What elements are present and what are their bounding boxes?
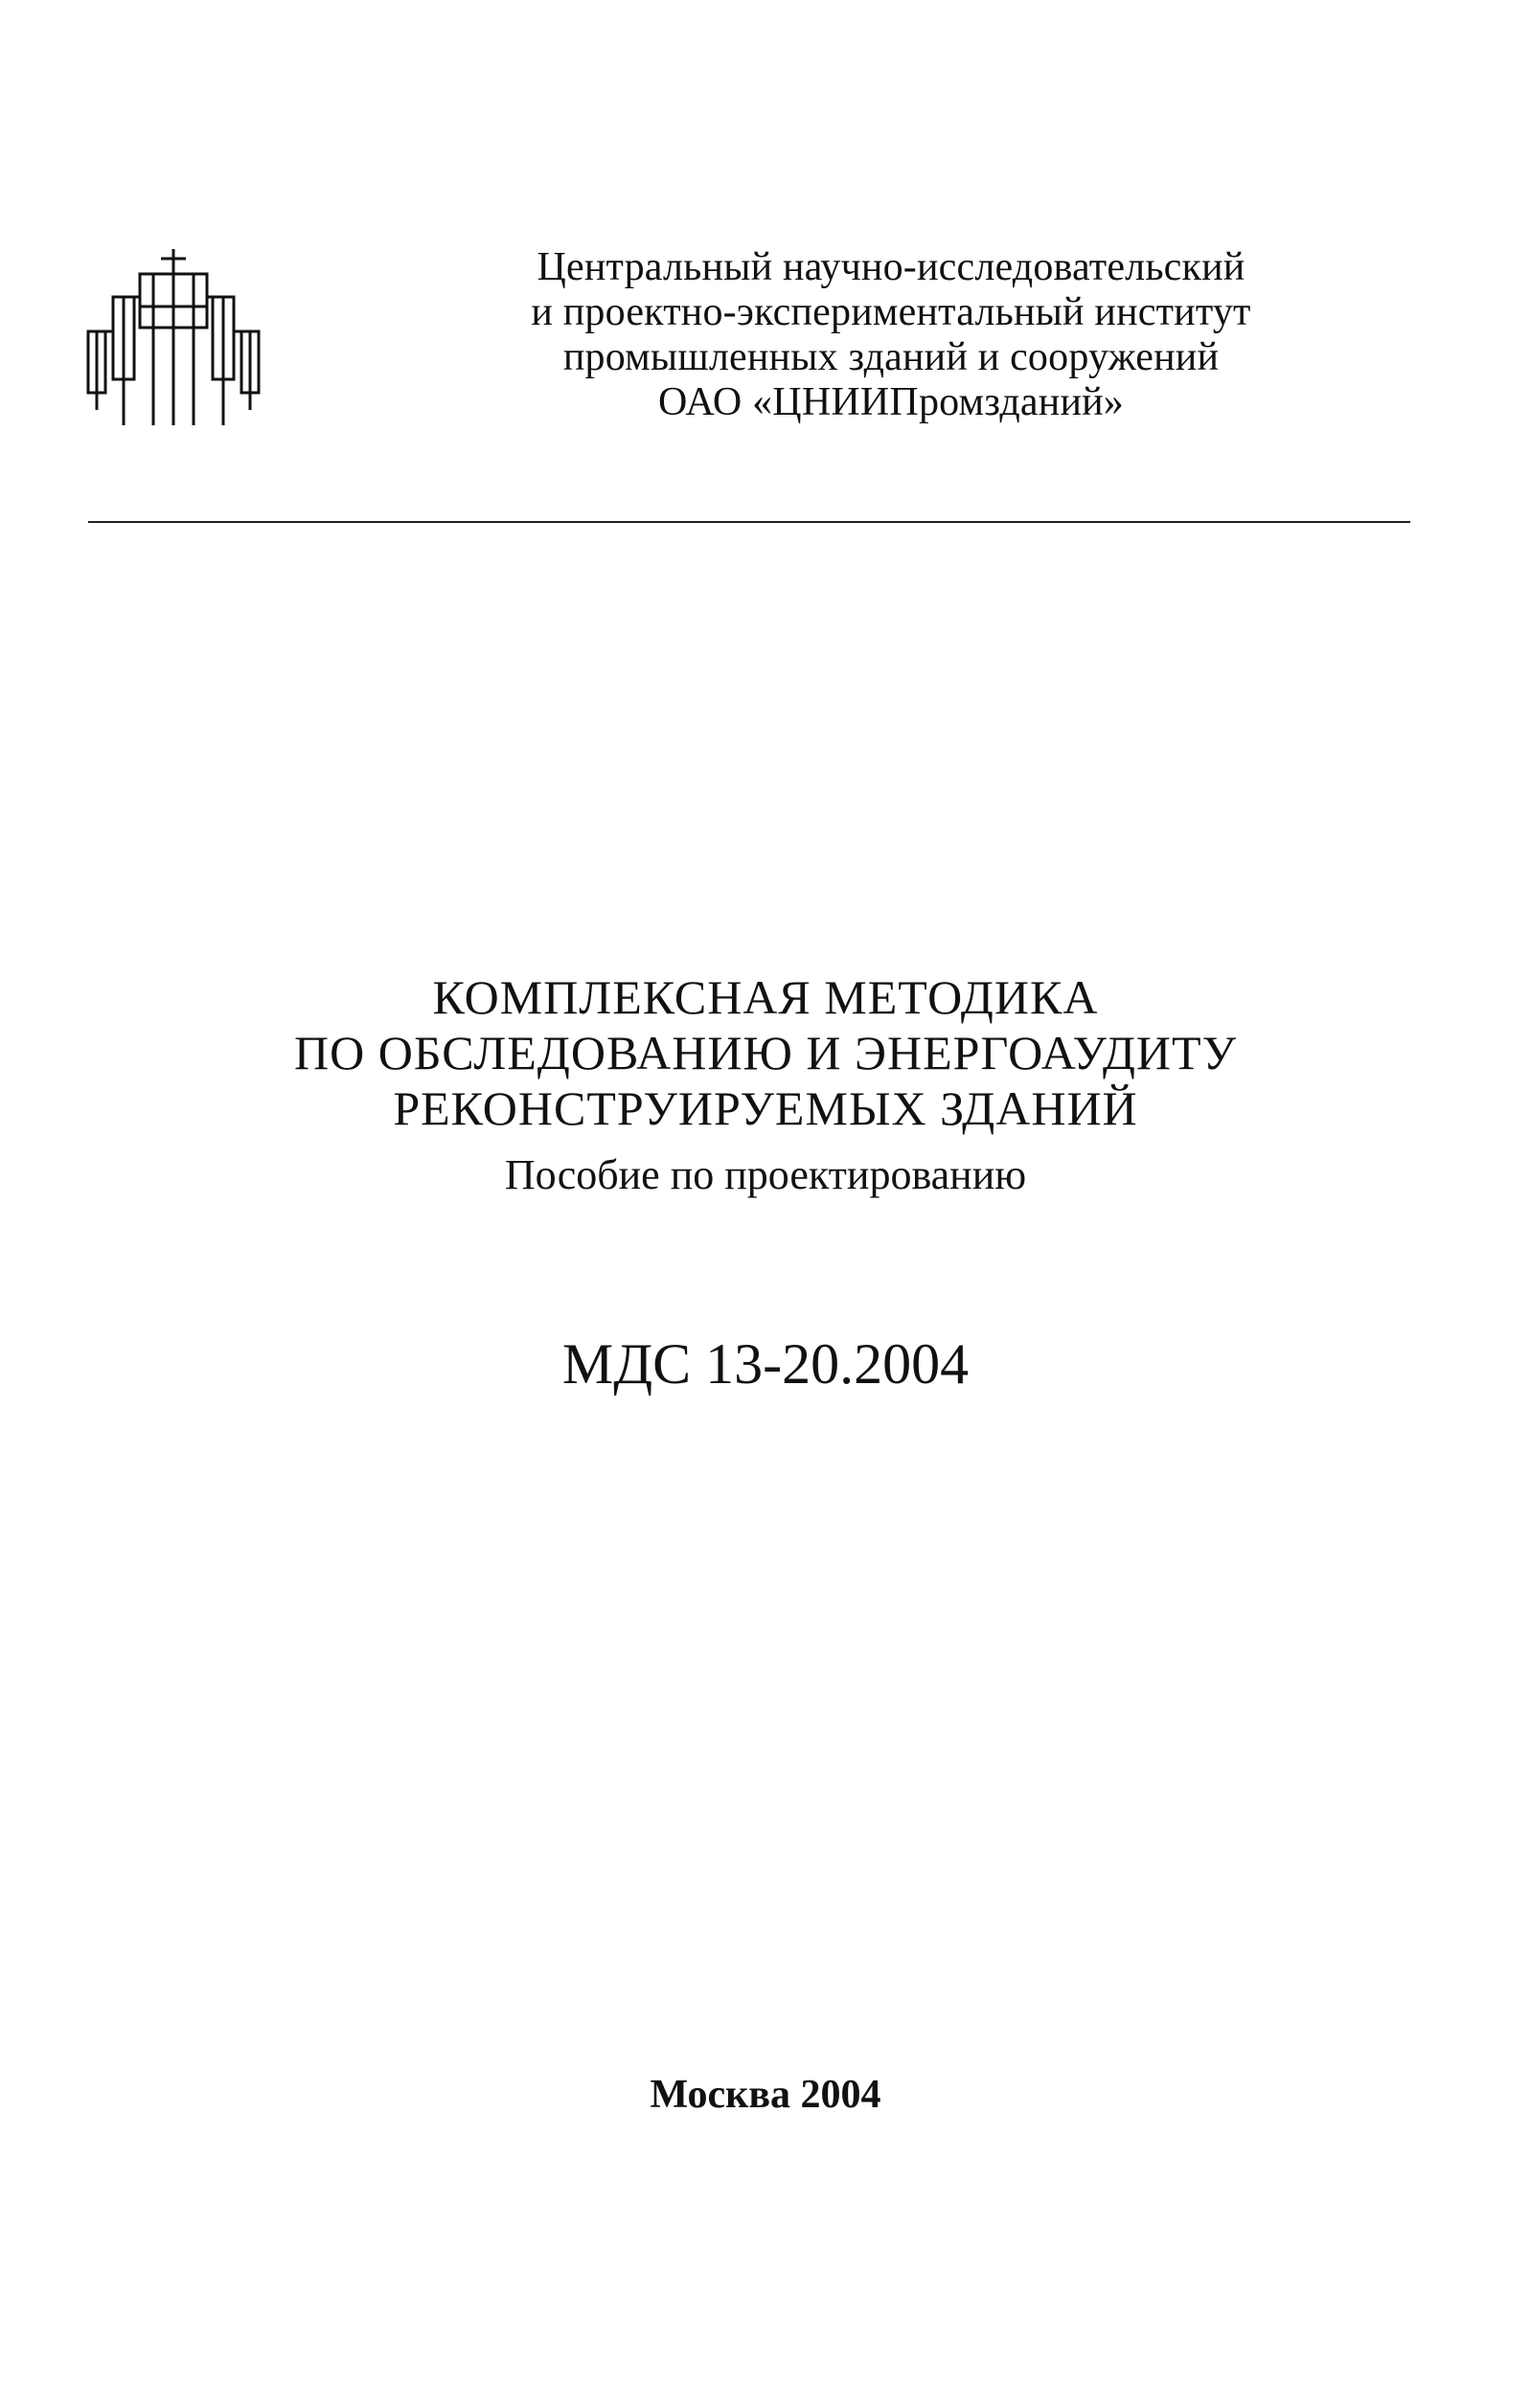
document-title-line: РЕКОНСТРУИРУЕМЫХ ЗДАНИЙ xyxy=(393,1081,1138,1135)
institute-line: ОАО «ЦНИИПромзданий» xyxy=(657,380,1124,424)
document-subtitle: Пособие по проектированию xyxy=(504,1151,1027,1198)
institute-line: промышленных зданий и сооружений xyxy=(562,335,1220,379)
institute-name xyxy=(402,245,1380,425)
institute-line: и проектно-экспериментальный институт xyxy=(531,290,1251,334)
institute-building-logo-icon xyxy=(84,247,263,427)
header-divider xyxy=(88,521,1410,523)
document-title-line: ПО ОБСЛЕДОВАНИЮ И ЭНЕРГОАУДИТУ xyxy=(294,1026,1237,1079)
publication-place-year: Москва 2004 xyxy=(650,2073,881,2117)
document-title-block xyxy=(0,969,1531,1201)
document-code: МДС 13-20.2004 xyxy=(561,1332,970,1396)
institute-line: Центральный научно-исследовательский xyxy=(537,245,1245,289)
document-title-line: КОМПЛЕКСНАЯ МЕТОДИКА xyxy=(432,970,1099,1024)
